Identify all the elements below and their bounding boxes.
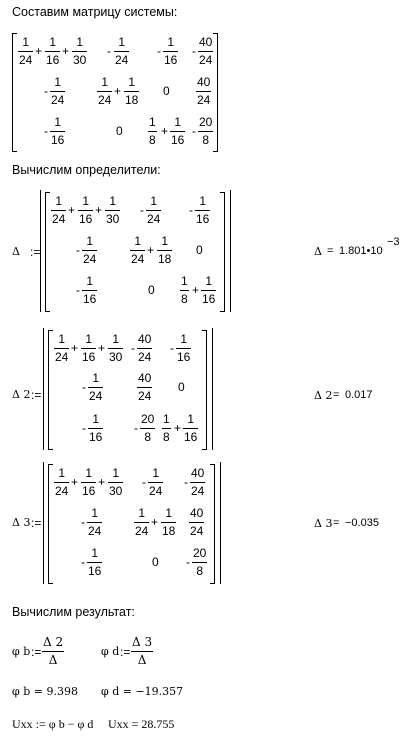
minus-sign: - [142, 475, 146, 489]
fraction: 1 24 [115, 35, 129, 67]
equals-sign: = [327, 245, 334, 257]
phi-d-label: φ d [101, 645, 120, 658]
plus-sign: + [174, 421, 182, 435]
minus-sign: - [157, 44, 161, 58]
minus-sign: - [81, 515, 85, 529]
plus-sign: + [151, 515, 159, 529]
fraction: 40 24 [191, 466, 205, 498]
minus-sign: - [170, 341, 174, 355]
fraction: 1 24 [149, 466, 163, 498]
minus-sign: - [192, 124, 196, 138]
assign-sign: := [120, 645, 131, 659]
assign-sign: := [31, 516, 42, 530]
fraction: 1 8 [149, 115, 156, 147]
fraction: 1 24 [52, 194, 66, 226]
fraction: 1 30 [73, 35, 87, 67]
fraction: 1 16 [83, 274, 97, 306]
uxx-value: Uxx = 28.755 [108, 717, 175, 731]
fraction: 1 16 [196, 194, 210, 226]
zero: 0 [163, 84, 170, 98]
fraction: 1 16 [164, 35, 178, 67]
delta2-label: Δ 2 [12, 388, 31, 401]
zero: 0 [116, 124, 123, 138]
fraction: 1 30 [109, 466, 123, 498]
minus-sign: - [76, 283, 80, 297]
bracket-right [202, 330, 207, 450]
bracket-left [48, 330, 53, 450]
fraction: 1 18 [158, 234, 172, 266]
minus-sign: - [131, 341, 135, 355]
fraction: 1 16 [82, 332, 96, 364]
phi-d-fraction: Δ 3 Δ [132, 635, 153, 667]
assign-sign: := [30, 245, 41, 259]
minus-sign: - [184, 475, 188, 489]
fraction: 1 24 [19, 35, 33, 67]
minus-sign: - [82, 421, 86, 435]
zero: 0 [148, 283, 155, 297]
assign-sign: := [31, 388, 42, 402]
minus-sign: - [189, 203, 193, 217]
equals-sign: = [333, 389, 340, 401]
delta2-result-label: Δ 2 [314, 389, 333, 402]
heading-determinants: Вычислим определители: [12, 163, 161, 177]
fraction: 20 8 [199, 115, 213, 147]
det-bar-left [43, 328, 44, 450]
delta3-label: Δ 3 [12, 516, 31, 529]
bracket-right [213, 33, 218, 152]
fraction: 1 16 [202, 274, 216, 306]
bracket-left [45, 192, 50, 312]
delta-exponent: −3 [387, 236, 400, 248]
fraction: 1 16 [88, 546, 102, 578]
fraction: 1 18 [125, 75, 139, 107]
bracket-left [48, 464, 53, 584]
fraction: 20 8 [141, 412, 155, 444]
fraction: 1 24 [88, 506, 102, 538]
plus-sign: + [62, 44, 70, 58]
det-bar-right [212, 328, 213, 450]
fraction: 1 16 [184, 412, 198, 444]
minus-sign: - [140, 203, 144, 217]
heading-matrix: Составим матрицу системы: [12, 5, 178, 19]
det-bar-left [40, 190, 41, 312]
minus-sign: - [192, 44, 196, 58]
delta3-result-label: Δ 3 [314, 517, 333, 530]
fraction: 40 24 [199, 35, 213, 67]
minus-sign: - [81, 555, 85, 569]
fraction: 1 8 [163, 412, 170, 444]
fraction: 1 18 [162, 506, 176, 538]
zero: 0 [196, 243, 203, 257]
plus-sign: + [147, 243, 155, 257]
fraction: 1 24 [51, 75, 65, 107]
fraction: 1 8 [181, 274, 188, 306]
minus-sign: - [107, 44, 111, 58]
fraction: 1 24 [89, 371, 103, 403]
plus-sign: + [98, 341, 106, 355]
fraction: 1 16 [46, 35, 60, 67]
zero: 0 [152, 555, 159, 569]
delta2-value: 0.017 [345, 389, 373, 401]
plus-sign: + [114, 84, 122, 98]
plus-sign: + [95, 203, 103, 217]
fraction: 40 24 [197, 75, 211, 107]
bracket-left [12, 33, 17, 152]
fraction: 1 16 [82, 466, 96, 498]
fraction: 1 30 [109, 332, 123, 364]
plus-sign: + [71, 341, 79, 355]
delta3-value: −0.035 [345, 517, 379, 529]
minus-sign: - [44, 124, 48, 138]
plus-sign: + [192, 283, 200, 297]
assign-sign: := [31, 645, 42, 659]
det-bar-right [220, 462, 221, 584]
fraction: 1 24 [55, 466, 69, 498]
fraction: 1 30 [106, 194, 120, 226]
fraction: 1 16 [79, 194, 93, 226]
fraction: 1 16 [177, 332, 191, 364]
fraction: 1 24 [98, 75, 112, 107]
delta-label: Δ [12, 245, 20, 258]
minus-sign: - [82, 380, 86, 394]
fraction: 1 24 [147, 194, 161, 226]
delta-value: 1.801•10 [339, 245, 383, 257]
minus-sign: - [76, 243, 80, 257]
fraction: 1 24 [131, 234, 145, 266]
fraction: 1 24 [83, 234, 97, 266]
det-bar-left [43, 462, 44, 584]
fraction: 1 16 [171, 115, 185, 147]
uxx-definition: Uxx := φ b − φ d [12, 717, 94, 731]
delta-result-label: Δ [314, 245, 322, 258]
fraction: 40 24 [190, 506, 204, 538]
fraction: 40 24 [138, 332, 152, 364]
minus-sign: - [186, 555, 190, 569]
fraction: 1 16 [89, 412, 103, 444]
phi-b-value: φ b = 9.398 [12, 685, 78, 698]
det-bar-right [230, 190, 231, 312]
zero: 0 [178, 380, 185, 394]
plus-sign: + [68, 203, 76, 217]
fraction: 1 24 [135, 506, 149, 538]
equals-sign: = [333, 517, 340, 529]
phi-b-fraction: Δ 2 Δ [43, 635, 64, 667]
minus-sign: - [134, 421, 138, 435]
minus-sign: - [44, 84, 48, 98]
plus-sign: + [98, 475, 106, 489]
bracket-right [210, 464, 215, 584]
fraction: 20 8 [193, 546, 207, 578]
fraction: 1 16 [51, 115, 65, 147]
plus-sign: + [71, 475, 79, 489]
heading-result: Вычислим результат: [12, 605, 135, 619]
phi-d-value: φ d = −19.357 [101, 685, 184, 698]
bracket-right [220, 192, 225, 312]
plus-sign: + [35, 44, 43, 58]
fraction: 40 24 [138, 371, 152, 403]
plus-sign: + [161, 124, 169, 138]
phi-b-label: φ b [12, 645, 31, 658]
fraction: 1 24 [55, 332, 69, 364]
